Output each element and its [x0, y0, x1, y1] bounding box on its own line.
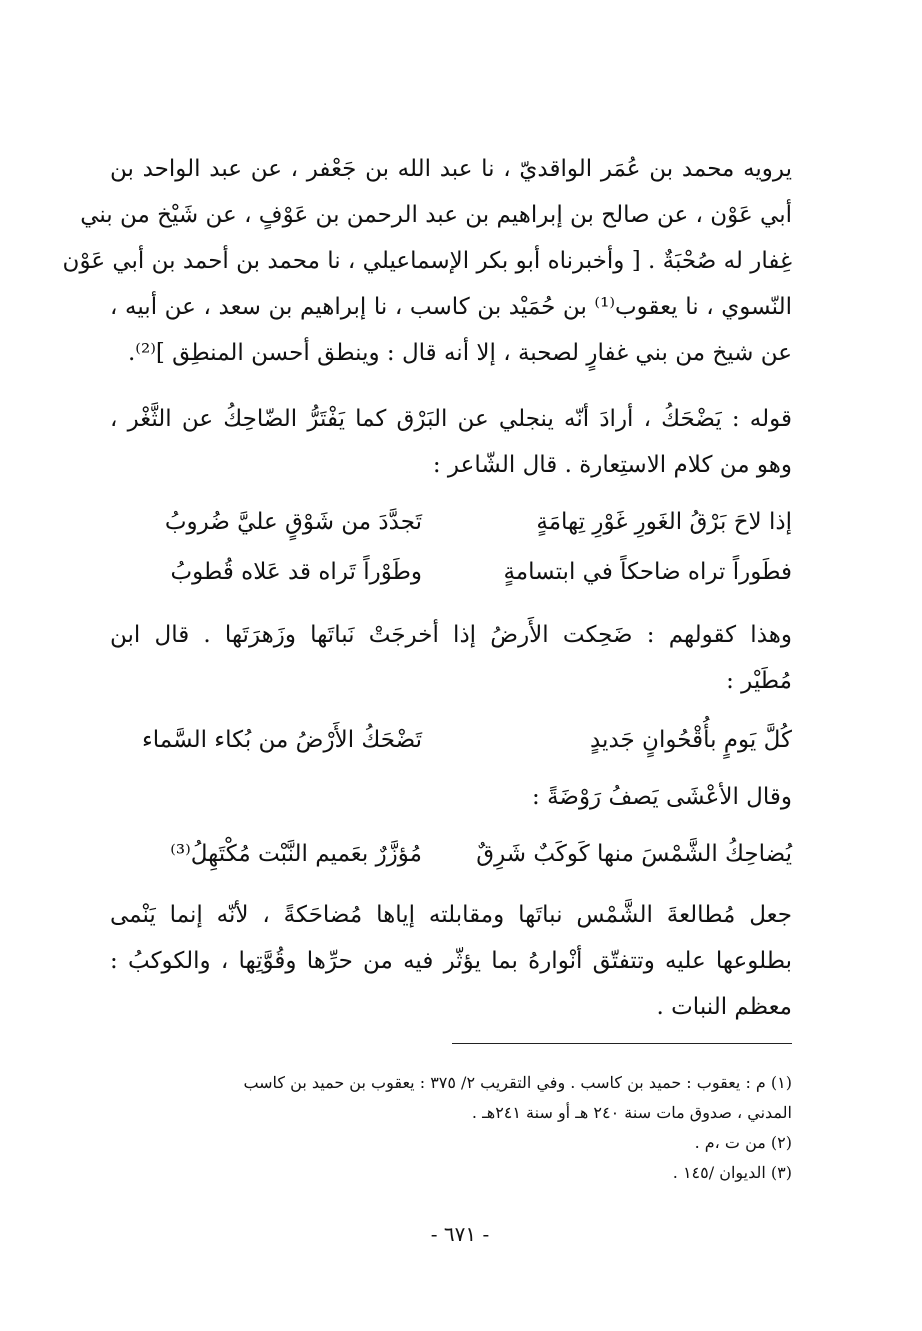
footnote-line: (١) م : يعقوب : حميد بن كاسب . وفي التقريب ٢/ ٣٧٥ : يعقوب بن حميد بن كاسب: [243, 1073, 792, 1092]
text-line: معظم النبات .: [656, 994, 792, 1020]
poem-verse: [110, 718, 792, 762]
text-line: أبي عَوْن ، عن صالح بن إبراهيم بن عبد الرحمن بن عَوْفٍ ، عن شَيْخ من بني: [80, 202, 792, 228]
verse-second-hemistich: تَضْحَكُ الأَرْضُ من بُكاء السَّماء: [141, 727, 422, 753]
paragraph-chain-of-narration: [62, 146, 792, 376]
text-line: مُطَيْر :: [726, 668, 792, 694]
text-line: جعل مُطالعةَ الشَّمْس نباتَها ومقابلته إياها مُضاحَكةً ، لأنّه إنما يَنْمى: [110, 902, 792, 928]
paragraph-commentary: [110, 396, 792, 488]
verse-second-hemistich: تَجدَّدَ من شَوْقٍ عليَّ ضُروبُ: [164, 509, 422, 535]
footnotes: [110, 1068, 792, 1188]
verse-first-hemistich: كُلَّ يَومٍ بأُقْحُوانٍ جَديدٍ: [589, 727, 792, 753]
text-line: وقال الأعْشَى يَصفُ رَوْضَةً :: [532, 784, 792, 810]
text-line: قوله : يَضْحَكُ ، أرادَ أنّه ينجلي عن البَرْق كما يَفْتَرُّ الضّاحِكُ عن الثَّغْر ،: [110, 406, 792, 432]
page-number: - ٦٧١ -: [430, 1222, 490, 1246]
poem-verse: [110, 832, 792, 876]
text-line: وهو من كلام الاستِعارة . قال الشّاعر :: [432, 452, 792, 478]
poem-verse: [110, 500, 792, 544]
verse-second-hemistich: مُؤزَّرٌ بعَميم النَّبْت مُكْتَهِلُ⁽³⁾: [170, 841, 422, 867]
verse-first-hemistich: فطَوراً تراه ضاحكاً في ابتسامةٍ: [503, 559, 792, 585]
text-line: عن شيخ من بني غفارٍ لصحبة ، إلا أنه قال : وينطق أحسن المنطِق ]⁽²⁾.: [128, 340, 792, 366]
text-line: غِفار له صُحْبَةٌ . [ وأخبرناه أبو بكر الإسماعيلي ، نا محمد بن أحمد بن أبي عَوْن: [62, 248, 792, 274]
verse-first-hemistich: إذا لاحَ بَرْقُ الغَورِ غَوْرِ تِهامَةٍ: [536, 509, 792, 535]
paragraph-commentary: [110, 612, 792, 704]
paragraph-explanation: [110, 892, 792, 1030]
footnote-line: المدني ، صدوق مات سنة ٢٤٠ هـ أو سنة ٢٤١هـ .: [471, 1103, 792, 1122]
verse-first-hemistich: يُضاحِكُ الشَّمْسَ منها كَوكَبٌ شَرِقٌ: [476, 841, 792, 867]
footnote-line: (٣) الديوان /١٤٥ .: [672, 1163, 792, 1182]
verse-second-hemistich: وطَوْراً تَراه قد عَلاه قُطوبُ: [170, 559, 422, 585]
poem-verse: [110, 550, 792, 594]
text-line: بطلوعها عليه وتتفتّق أنْوارهُ بما يؤثّر فيه من حرِّها وقُوَّتِها ، والكوكبُ :: [110, 948, 792, 974]
footnote-line: (٢) من ت ،م .: [694, 1133, 792, 1152]
text-line: يرويه محمد بن عُمَر الواقديّ ، نا عبد الله بن جَعْفر ، عن عبد الواحد بن: [110, 156, 792, 182]
paragraph-commentary: [110, 774, 792, 820]
footnote-divider: [452, 1043, 792, 1044]
text-line: وهذا كقولهم : ضَحِكت الأَرضُ إذا أخرجَتْ نَباتَها وزَهرَتَها . قال ابن: [110, 622, 792, 648]
text-line: النّسوي ، نا يعقوب⁽¹⁾ بن حُمَيْد بن كاسب ، نا إبراهيم بن سعد ، عن أبيه ،: [110, 294, 792, 320]
